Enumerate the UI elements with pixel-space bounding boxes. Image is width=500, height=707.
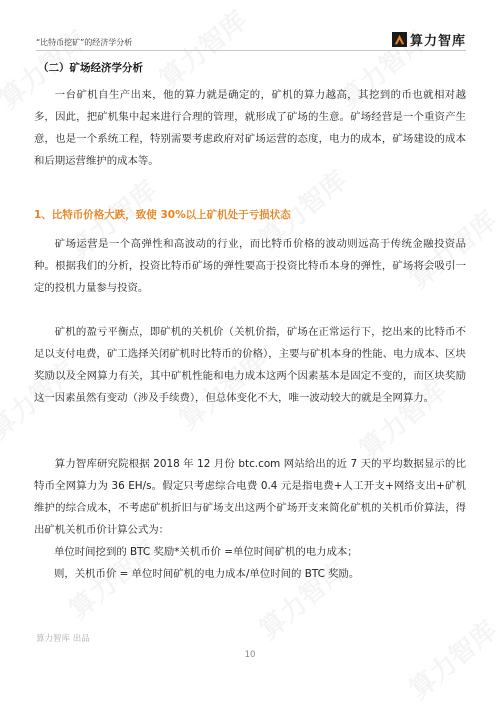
footer-credit: 算力智库 出品 — [36, 634, 90, 644]
brand-name: 算力智库 — [409, 34, 466, 49]
brand-logo-icon — [392, 32, 407, 47]
page-number: 10 — [244, 650, 256, 660]
intro-paragraph: 一台矿机自生产出来，他的算力就是确定的，矿机的算力越高，其挖到的币也就相对越多，因此，把矿机集中起来进行合理的管理，就形成了矿场的生意。矿场经营是一个重资产生意，也是一个系统工程，特别需要考虑政府对矿场运营的态度，电力的成本，矿场建设的成本和后期运营维护的成本等。 — [34, 89, 466, 167]
section-heading: （二）矿场经济学分析 — [38, 62, 143, 74]
watermark-text — [150, 1, 253, 96]
subsection-heading: 1、比特币价格大跌，致使 30%以上矿机处于亏损状态 — [34, 209, 291, 221]
document-title: “比特币挖矿”的经济学分析 — [36, 38, 133, 47]
header-divider — [36, 50, 466, 51]
formula-line-2: 则，关机币价 = 单位时间矿机的电力成本/单位时间的 BTC 奖励。 — [54, 568, 360, 580]
paragraph-volatility: 矿场运营是一个高弹性和高波动的行业，而比特币价格的波动则远高于传统金融投资品种。根据我们的分析，投资比特币矿场的弹性要高于投资比特币本身的弹性，矿场将会吸引一定的投机力量参与投资。 — [34, 238, 466, 294]
formula-line-1: 单位时间挖到的 BTC 奖励*关机币价 =单位时间矿机的电力成本； — [54, 546, 358, 558]
paragraph-hashrate-data: 算力智库研究院根据 2018 年 12 月份 btc.com 网站给出的近 7 天的平均数据显示的比特币全网算力为 36 EH/s。假定只考虑综合电费 0.4 元是指电费+人工开支+网络支出+矿机维护的综合成本，不考虑矿机折旧与矿场支出这两个矿场开支来简化矿机的关机币价算法，得出矿机关机币价计算公式为： — [34, 458, 466, 536]
brand — [392, 30, 466, 49]
paragraph-breakeven: 矿机的盈亏平衡点，即矿机的关机价（关机价指，矿场在正常运行下，挖出来的比特币不足以支付电费，矿工选择关闭矿机时比特币的价格），主要与矿机本身的性能、电力成本、区块奖励以及全网算力有关，其中矿机性能和电力成本这两个因素基本是固定不变的，而区块奖励这一因素虽然有变动（涉及手续费），但总体变化不大，唯一波动较大的就是全网算力。 — [34, 326, 466, 404]
